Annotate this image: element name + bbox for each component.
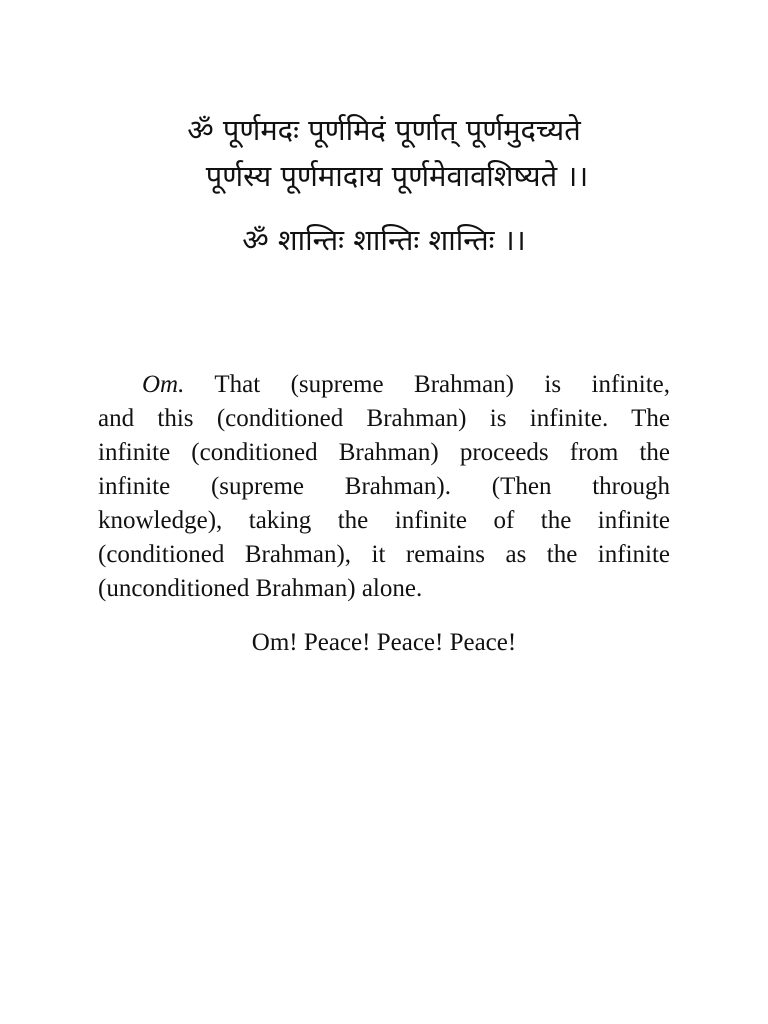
closing-peace-line: Om! Peace! Peace! Peace!: [251, 629, 517, 656]
translation-line: [98, 368, 670, 402]
om-lead-word: Om.: [142, 371, 185, 398]
translation-line-text: That (supreme Brahman) is infinite,: [184, 371, 670, 398]
translation-line: infinite (supreme Brahman). (Then through: [98, 473, 670, 500]
sanskrit-verse-line-2: पूर्णस्य पूर्णमादाय पूर्णमेवावशिष्यते ।।: [205, 159, 589, 193]
english-translation: [98, 368, 670, 606]
translation-line: and this (conditioned Brahman) is infinite. The: [98, 405, 670, 432]
translation-line: (conditioned Brahman), it remains as the infinite: [98, 541, 670, 568]
sanskrit-verse-line-1: ॐ पूर्णमदः पूर्णमिदं पूर्णात् पूर्णमुदच्यते: [187, 113, 581, 147]
translation-line: knowledge), taking the infinite of the infinite: [98, 507, 670, 534]
sanskrit-peace-chant: ॐ शान्तिः शान्तिः शान्तिः ।।: [242, 223, 526, 257]
translation-line: infinite (conditioned Brahman) proceeds from the: [98, 439, 670, 466]
translation-line: (unconditioned Brahman) alone.: [98, 575, 423, 602]
